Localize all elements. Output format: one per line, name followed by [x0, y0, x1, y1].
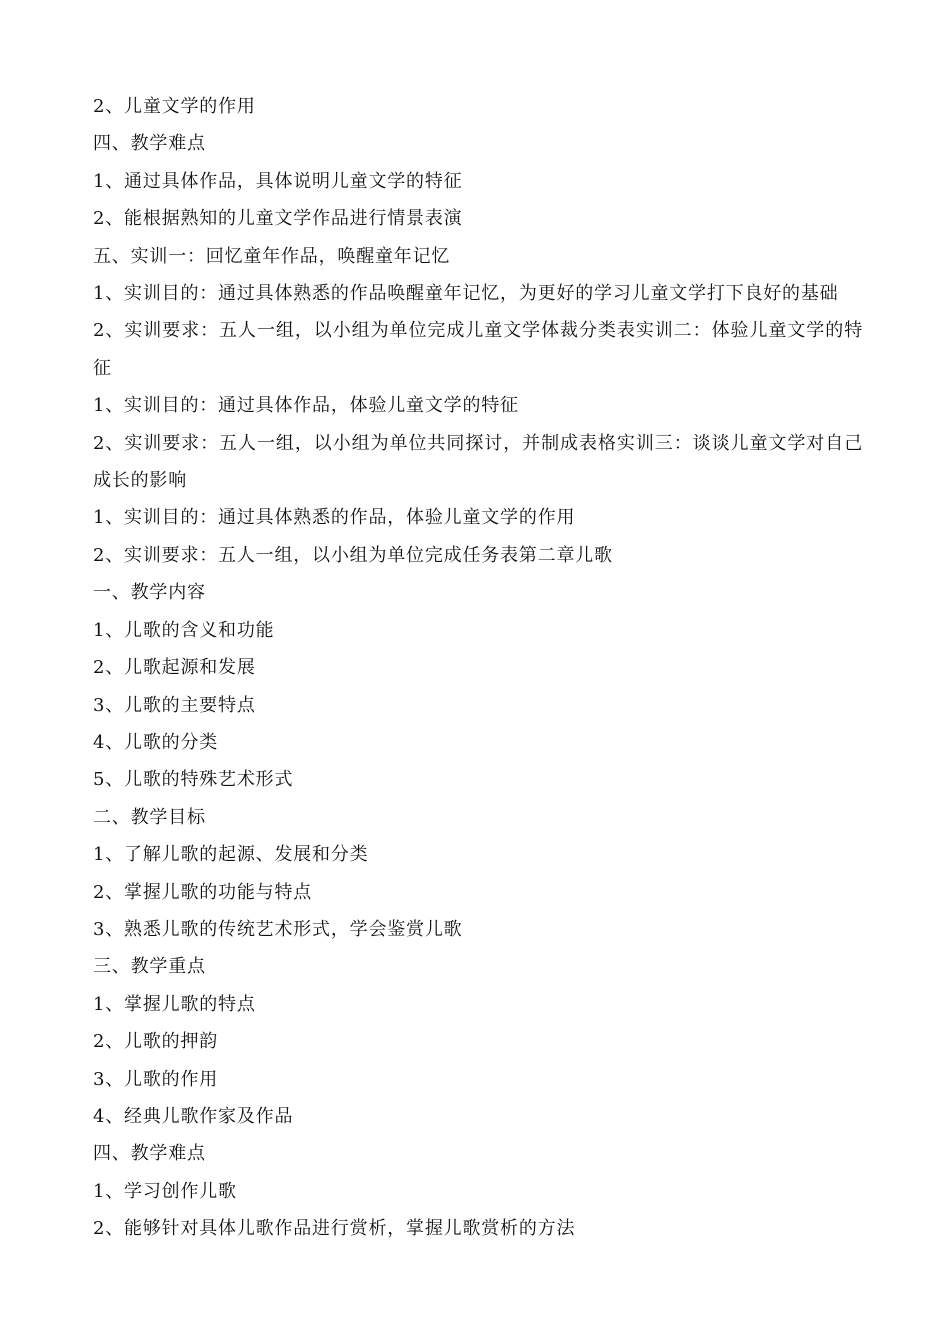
section-heading: 二、教学目标 [93, 806, 206, 828]
list-item: 2、儿歌起源和发展 [93, 657, 256, 679]
list-item: 3、儿歌的主要特点 [93, 694, 256, 716]
list-item: 2、儿童文学的作用 [93, 96, 256, 117]
list-item: 1、掌握儿歌的特点 [93, 993, 256, 1015]
list-item: 5、儿歌的特殊艺术形式 [93, 769, 294, 791]
list-item: 2、实训要求：五人一组，以小组为单位完成儿童文学体裁分类表实训二：体验儿童文学的特征 [93, 320, 863, 379]
section-heading: 五、实训一：回忆童年作品，唤醒童年记忆 [93, 245, 451, 267]
list-item: 4、经典儿歌作家及作品 [93, 1105, 294, 1127]
list-item: 3、熟悉儿歌的传统艺术形式，学会鉴赏儿歌 [93, 918, 463, 940]
list-item: 2、能根据熟知的儿童文学作品进行情景表演 [93, 208, 463, 230]
list-item: 1、学习创作儿歌 [93, 1180, 237, 1202]
list-item: 1、实训目的：通过具体熟悉的作品，体验儿童文学的作用 [93, 507, 576, 529]
section-heading: 三、教学重点 [93, 956, 206, 978]
list-item: 3、儿歌的作用 [93, 1068, 219, 1090]
section-heading: 四、教学难点 [93, 1143, 206, 1165]
section-heading: 一、教学内容 [93, 582, 206, 604]
list-item: 1、了解儿歌的起源、发展和分类 [93, 844, 369, 866]
section-heading: 四、教学难点 [93, 133, 206, 155]
list-item: 1、通过具体作品，具体说明儿童文学的特征 [93, 170, 463, 192]
list-item: 2、实训要求：五人一组，以小组为单位完成任务表第二章儿歌 [93, 544, 613, 566]
list-item: 1、实训目的：通过具体作品，体验儿童文学的特征 [93, 395, 519, 417]
list-item: 2、能够针对具体儿歌作品进行赏析，掌握儿歌赏析的方法 [93, 1218, 576, 1240]
list-item: 2、掌握儿歌的功能与特点 [93, 881, 313, 903]
list-item: 4、儿歌的分类 [93, 731, 219, 753]
list-item: 1、儿歌的含义和功能 [93, 619, 275, 641]
list-item: 1、实训目的：通过具体熟悉的作品唤醒童年记忆，为更好的学习儿童文学打下良好的基础 [93, 283, 839, 305]
document-page [93, 88, 863, 1248]
list-item: 2、儿歌的押韵 [93, 1031, 219, 1053]
list-item: 2、实训要求：五人一组，以小组为单位共同探讨，并制成表格实训三：谈谈儿童文学对自己成长的影响 [93, 432, 863, 492]
